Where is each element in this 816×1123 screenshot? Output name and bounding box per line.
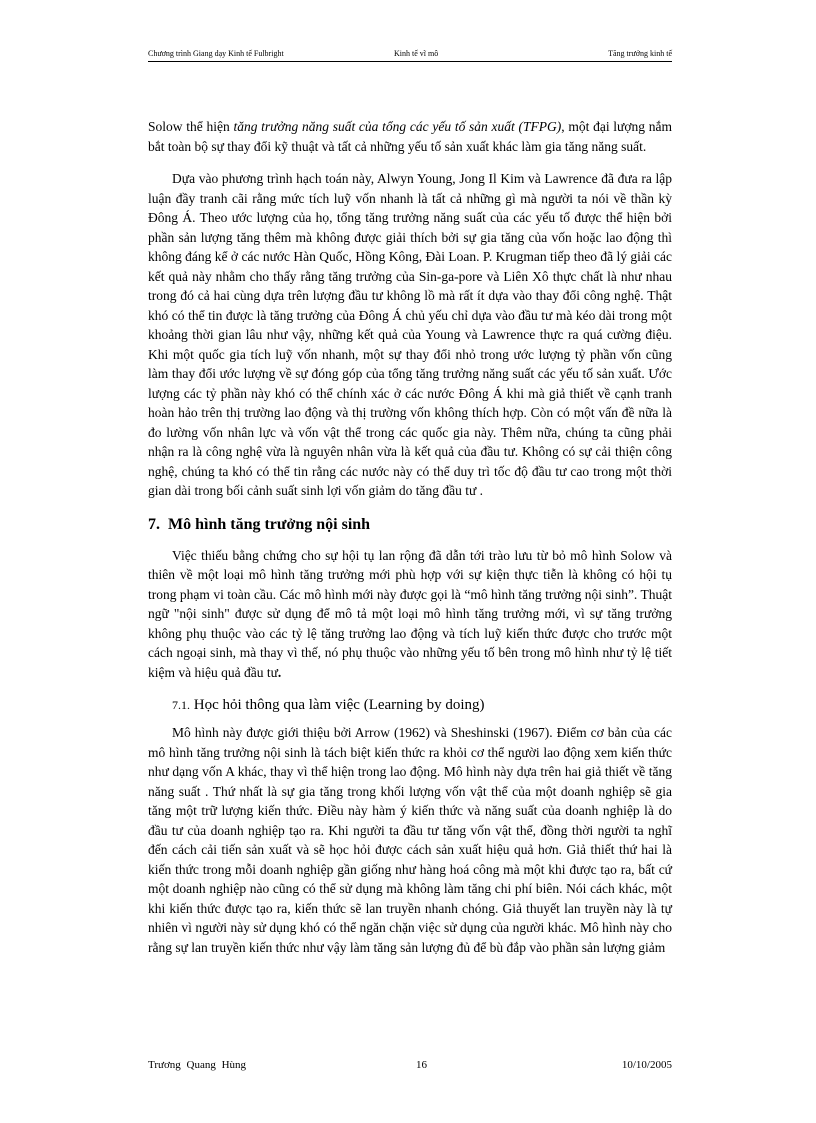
subsection-heading — [172, 695, 672, 715]
footer-author: Trương Quang Hùng — [148, 1059, 247, 1071]
paragraph-solow-tfpg — [148, 117, 672, 156]
paragraph-text: , một đại lượng nắm bắt toàn bộ sự thay đổi kỹ thuật và tất cả những yếu tố sản xuất khác làm gia tăng năng suất. — [148, 119, 672, 154]
header-chapter: Tăng trưởng kinh tế — [608, 49, 672, 58]
subsection-title: Học hỏi thông qua làm việc (Learning by doing) — [193, 697, 485, 713]
italic-term-tfpg: tăng trưởng năng suất của tổng các yếu tố sản xuất (TFPG) — [233, 119, 562, 134]
section-heading — [148, 514, 672, 536]
page-footer — [148, 1059, 672, 1073]
page-header — [148, 47, 672, 62]
section-number: 7. — [148, 515, 160, 533]
paragraph-east-asia: Dựa vào phương trình hạch toán này, Alwyn Young, Jong Il Kim và Lawrence đã đưa ra lập luận đầy tranh cãi rằng mức tích luỹ vốn nhanh là tất cả những gì mà người ta nói về thần kỳ Đông Á. Theo ước lượng của họ, tổng tăng trưởng năng suất của các yếu tố được thể hiện bởi phần sản lượng tăng thêm mà không được giải thích bởi sự gia tăng của vốn hoặc lao động thì không đáng kể ở các nước Hàn Quốc, Hồng Kông, Đài Loan. P. Krugman tiếp theo đã lý giải các kết quả này nhằm cho thấy rằng tăng trưởng của Sin-ga-pore và Liên Xô thực chất là như nhau trong đó cả hai cùng dựa trên lượng đầu tư không lồ mà rất ít dựa vào thay đổi công nghệ. Thật khó có thể tin được là tăng trưởng của Đông Á chủ yếu chỉ dựa vào đầu tư mà kéo dài trong một khoảng thời gian lâu như vậy, những kết quả của Young và Lawrence thực ra quá cường điệu. Khi một quốc gia tích luỹ vốn nhanh, một sự thay đổi nhỏ trong ước lượng tỷ phần vốn cũng làm thay đổi ước lượng về sự đóng góp của tổng tăng trưởng năng suất các yếu tố sản xuất. Ước lượng các tỷ phần này khó có thể chính xác ở các nước Đông Á khi mà giả thiết về cạnh tranh hoàn hảo trên thị trường lao động và thị trường vốn không thích hợp. Còn có một vấn đề nữa là đo lường vốn nhân lực và vốn vật thể trong các quốc gia này. Thêm nữa, chúng ta cũng phải nhận ra là công nghệ vừa là nguyên nhân vừa là kết quả của đầu tư. Không có sự cải thiện công nghệ, chúng ta khó có thể tin rằng các nước này có thể duy trì tốc độ đầu tư cao trong một thời gian dài trong bối cảnh suất sinh lợi vốn giảm do tăng đầu tư . — [148, 171, 672, 498]
header-subject: Kinh tế vĩ mô — [394, 49, 439, 58]
page-number: 16 — [416, 1059, 427, 1071]
header-course-name: Chương trình Giang dạy Kinh tế Fulbright — [148, 49, 284, 58]
footer-date: 10/10/2005 — [621, 1059, 672, 1071]
paragraph-period: . — [277, 664, 282, 680]
paragraph-endogenous-intro — [148, 546, 672, 683]
paragraph-learning-by-doing: Mô hình này được giới thiệu bởi Arrow (1962) và Sheshinski (1967). Điểm cơ bản của các mô hình tăng trưởng nội sinh là tách biệt kiến thức ra khỏi cơ thể người lao động xem kiến thức như dạng vốn A khác, thay vì thể hiện trong lao động. Mô hình này dựa trên hai giả thiết về tăng năng suất . Thứ nhất là sự gia tăng trong khối lượng vốn vật thể của một doanh nghiệp sẽ gia tăng một trữ lượng kiến thức. Điều này hàm ý kiến thức và năng suất của doanh nghiệp là do đầu tư của doanh nghiệp tạo ra. Khi người ta đầu tư tăng vốn vật thể, đồng thời người ta nghĩ đến cách cải tiến sản xuất và sẽ học hỏi được cách sản xuất hiệu quả hơn. Giả thiết thứ hai là kiến thức trong mỗi doanh nghiệp gần giống như hàng hoá công mà một khi được tạo ra, bất cứ một doanh nghiệp nào cũng có thể sử dụng mà không làm tăng chi phí biên. Nói cách khác, một khi kiến thức được tạo ra, kiến thức sẽ lan truyền nhanh chóng. Giả thuyết lan truyền này là tự nhiên vì người này sử dụng khó có thể ngăn chặn việc sử dụng của người khác. Mô hình này cho rằng sự lan truyền kiến thức như vậy làm tăng sản lượng đủ để bù đắp vào phần sản lượng giảm — [148, 725, 672, 955]
subsection-number: 7.1. — [172, 698, 190, 712]
document-body — [148, 117, 672, 970]
section-title: Mô hình tăng trưởng nội sinh — [168, 515, 371, 533]
paragraph-text: Solow thể hiện — [148, 119, 234, 134]
paragraph-text: Việc thiếu bằng chứng cho sự hội tụ lan rộng đã dẫn tới trào lưu từ bỏ mô hình Solow và thiên về một loại mô hình tăng trưởng mới phù hợp với sự kiện thực tiễn là không có hội tụ trong phạm vi toàn cầu. Các mô hình mới này được gọi là “mô hình tăng trưởng nội sinh”. Thuật ngữ "nội sinh" được sử dụng để mô tả một loại mô hình tăng trưởng mới, vì sự tăng trưởng không phụ thuộc vào các tỷ lệ tăng trưởng lao động và tích luỹ kiến thức được cho trước một cách ngoại sinh, mà thay vì thế, nó phụ thuộc vào những yếu tố bên trong mô hình như tỷ lệ tiết kiệm và hiệu quả đầu tư — [148, 547, 672, 680]
